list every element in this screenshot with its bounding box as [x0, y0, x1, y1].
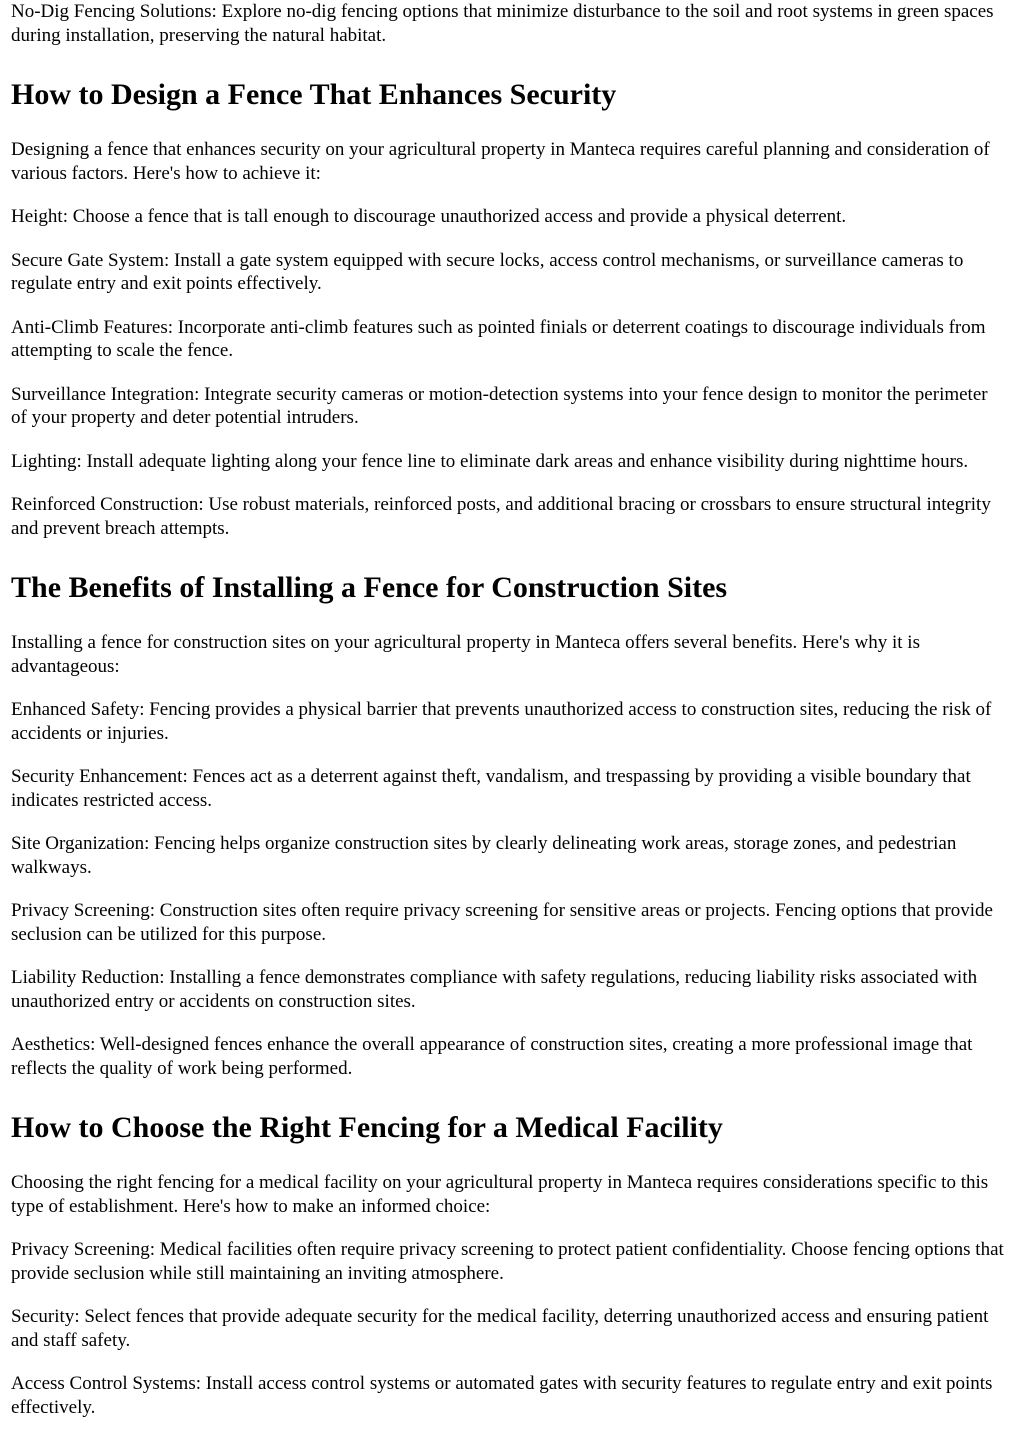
list-item-paragraph: Anti-Climb Features: Incorporate anti-climb features such as pointed finials or deterrent coatings to discourage individuals from attempting to scale the fence.: [11, 316, 986, 361]
list-item-paragraph: Liability Reduction: Installing a fence demonstrates compliance with safety regulations, reducing liability risks associated with unauthorized entry or accidents on construction sites.: [11, 967, 978, 1012]
list-item-paragraph: Surveillance Integration: Integrate security cameras or motion-detection systems into your fence design to monitor the perimeter of your property and deter potential intruders.: [11, 383, 988, 428]
list-item-paragraph: Privacy Screening: Construction sites often require privacy screening for sensitive areas or projects. Fencing options that provide seclusion can be utilized for this purpose.: [11, 900, 993, 945]
list-item-paragraph: Lighting: Install adequate lighting along your fence line to eliminate dark areas and enhance visibility during nighttime hours.: [11, 450, 969, 472]
list-item-paragraph: Reinforced Construction: Use robust materials, reinforced posts, and additional bracing or crossbars to ensure structural integrity and prevent breach attempts.: [11, 494, 991, 539]
list-item-paragraph: Security: Select fences that provide adequate security for the medical facility, deterring unauthorized access and ensuring patient and staff safety.: [11, 1306, 989, 1351]
section-security-design: [11, 77, 1004, 540]
list-item-paragraph: Access Control Systems: Install access control systems or automated gates with security features to regulate entry and exit points effectively.: [11, 1373, 993, 1418]
list-item-paragraph: Aesthetics: Well-designed fences enhance the overall appearance of construction sites, creating a more professional image that reflects the quality of work being performed.: [11, 1034, 973, 1079]
section-heading: How to Design a Fence That Enhances Security: [11, 78, 617, 111]
list-item-paragraph: Enhanced Safety: Fencing provides a physical barrier that prevents unauthorized access to construction sites, reducing the risk of accidents or injuries.: [11, 699, 992, 744]
list-item-paragraph: Privacy Screening: Medical facilities often require privacy screening to protect patient confidentiality. Choose fencing options that provide seclusion while still maintaining an inviting atmosphere.: [11, 1239, 1004, 1284]
intro-paragraph: No-Dig Fencing Solutions: Explore no-dig fencing options that minimize disturbance to the soil and root systems in green spaces during installation, preserving the natural habitat.: [11, 1, 994, 46]
list-item-paragraph: Site Organization: Fencing helps organize construction sites by clearly delineating work areas, storage zones, and pedestrian walkways.: [11, 833, 957, 878]
section-construction-sites: [11, 570, 1004, 1080]
section-heading: How to Choose the Right Fencing for a Medical Facility: [11, 1111, 723, 1144]
section-heading: The Benefits of Installing a Fence for Construction Sites: [11, 571, 728, 604]
section-medical-facility: [11, 1110, 1004, 1419]
list-item-paragraph: Security Enhancement: Fences act as a deterrent against theft, vandalism, and trespassing by providing a visible boundary that indicates restricted access.: [11, 766, 971, 811]
list-item-paragraph: Secure Gate System: Install a gate system equipped with secure locks, access control mechanisms, or surveillance cameras to regulate entry and exit points effectively.: [11, 249, 964, 294]
list-item-paragraph: Height: Choose a fence that is tall enough to discourage unauthorized access and provide a physical deterrent.: [11, 206, 847, 227]
section-intro-paragraph: Designing a fence that enhances security on your agricultural property in Manteca requires careful planning and consideration of various factors. Here's how to achieve it:: [11, 139, 990, 184]
section-intro-paragraph: Installing a fence for construction sites on your agricultural property in Manteca offers several benefits. Here's why it is advantageous:: [11, 632, 920, 677]
section-intro-paragraph: Choosing the right fencing for a medical facility on your agricultural property in Manteca requires considerations specific to this type of establishment. Here's how to make an informed choice:: [11, 1172, 989, 1217]
